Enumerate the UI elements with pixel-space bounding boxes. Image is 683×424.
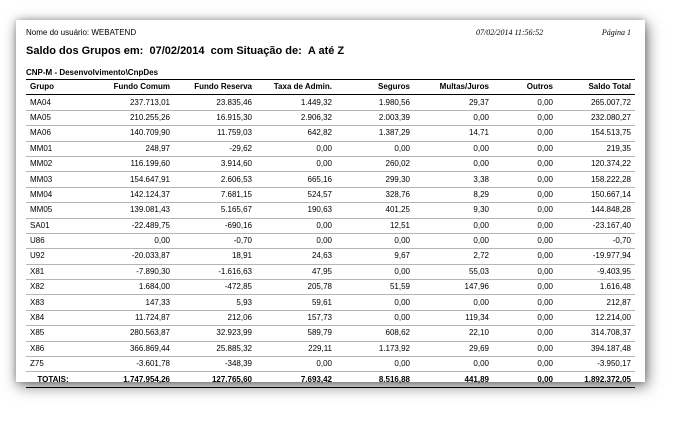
cell-multas-juros: 22,10 [414,326,493,341]
cell-saldo-total: 144.848,28 [557,203,635,218]
cell-outros: 0,00 [493,218,557,233]
table-row [26,233,635,248]
cell-grupo: X83 [26,295,80,310]
cell-saldo-total: 232.080,27 [557,110,635,125]
total-fundo-comum: 1.747.954,26 [80,372,174,387]
cell-grupo: U92 [26,249,80,264]
totals-label: TOTAIS: [26,372,80,387]
cell-fundo-reserva: 212,06 [174,310,256,325]
cell-taxa-admin: 642,82 [256,126,336,141]
cell-saldo-total: 1.616,48 [557,280,635,295]
cell-multas-juros: 55,03 [414,264,493,279]
table-header-row [26,80,635,95]
cell-grupo: U86 [26,233,80,248]
cell-multas-juros: 29,37 [414,95,493,110]
table-row [26,110,635,125]
cell-outros: 0,00 [493,95,557,110]
cell-outros: 0,00 [493,156,557,171]
cell-outros: 0,00 [493,203,557,218]
cell-saldo-total: 219,35 [557,141,635,156]
table-row [26,326,635,341]
total-saldo-total: 1.892.372,05 [557,372,635,387]
cell-fundo-comum: 210.255,26 [80,110,174,125]
cell-fundo-reserva: -348,39 [174,357,256,372]
cell-seguros: 1.173,92 [336,341,414,356]
page-number: Página 1 [601,28,631,37]
cell-saldo-total: 120.374,22 [557,156,635,171]
cell-taxa-admin: 589,79 [256,326,336,341]
cell-outros: 0,00 [493,341,557,356]
cell-saldo-total: -23.167,40 [557,218,635,233]
cell-fundo-comum: 139.081,43 [80,203,174,218]
cell-fundo-reserva: 18,91 [174,249,256,264]
cell-grupo: X81 [26,264,80,279]
table-row [26,357,635,372]
cell-multas-juros: 0,00 [414,141,493,156]
table-row [26,141,635,156]
cell-outros: 0,00 [493,295,557,310]
title-label: Saldo dos Grupos em: [26,45,144,57]
table-row [26,187,635,202]
cell-multas-juros: 8,29 [414,187,493,202]
table-row [26,172,635,187]
table-row [26,264,635,279]
table-row [26,95,635,110]
total-taxa-admin: 7.693,42 [256,372,336,387]
cell-seguros: 0,00 [336,264,414,279]
cell-seguros: 328,76 [336,187,414,202]
cell-multas-juros: 14,71 [414,126,493,141]
col-header-taxa-admin: Taxa de Admin. [256,80,336,95]
title-range: A até Z [307,45,345,57]
cell-multas-juros: 0,00 [414,295,493,310]
table-row [26,295,635,310]
cell-seguros: 0,00 [336,233,414,248]
cell-taxa-admin: 47,95 [256,264,336,279]
cell-seguros: 0,00 [336,357,414,372]
cell-seguros: 0,00 [336,141,414,156]
cell-saldo-total: -19.977,94 [557,249,635,264]
cell-seguros: 2.003,39 [336,110,414,125]
cell-outros: 0,00 [493,357,557,372]
cell-grupo: X85 [26,326,80,341]
cell-fundo-reserva: 23.835,46 [174,95,256,110]
cell-saldo-total: 314.708,37 [557,326,635,341]
table-row [26,280,635,295]
cell-fundo-comum: 237.713,01 [80,95,174,110]
user-name-line: Nome do usuário: WEBATEND [26,28,137,37]
cell-taxa-admin: 2.906,32 [256,110,336,125]
cell-grupo: MM04 [26,187,80,202]
cell-saldo-total: 12.214,00 [557,310,635,325]
cell-fundo-reserva: 32.923,99 [174,326,256,341]
cell-outros: 0,00 [493,310,557,325]
cell-taxa-admin: 190,63 [256,203,336,218]
cell-multas-juros: 0,00 [414,156,493,171]
cell-grupo: MA05 [26,110,80,125]
cell-fundo-reserva: -0,70 [174,233,256,248]
cell-fundo-comum: 11.724,87 [80,310,174,325]
col-header-outros: Outros [493,80,557,95]
cell-taxa-admin: 59,61 [256,295,336,310]
cell-taxa-admin: 0,00 [256,357,336,372]
col-header-grupo: Grupo [26,80,80,95]
title-date: 07/02/2014 [149,45,205,57]
cell-fundo-comum: 1.684,00 [80,280,174,295]
cell-seguros: 608,62 [336,326,414,341]
cell-outros: 0,00 [493,326,557,341]
cell-taxa-admin: 1.449,32 [256,95,336,110]
cell-multas-juros: 0,00 [414,110,493,125]
balance-table [26,79,635,388]
cell-saldo-total: 158.222,28 [557,172,635,187]
cell-fundo-reserva: 5.165,67 [174,203,256,218]
totals-row [26,372,635,387]
cell-taxa-admin: 665,16 [256,172,336,187]
cell-seguros: 51,59 [336,280,414,295]
cell-outros: 0,00 [493,110,557,125]
cell-multas-juros: 9,30 [414,203,493,218]
report-subtitle: CNP-M - Desenvolvimento\CnpDes [26,68,159,77]
cell-multas-juros: 29,69 [414,341,493,356]
cell-fundo-reserva: 25.885,32 [174,341,256,356]
cell-saldo-total: -3.950,17 [557,357,635,372]
cell-seguros: 260,02 [336,156,414,171]
cell-outros: 0,00 [493,172,557,187]
col-header-fundo-reserva: Fundo Reserva [174,80,256,95]
cell-taxa-admin: 0,00 [256,218,336,233]
table-row [26,126,635,141]
cell-grupo: MM01 [26,141,80,156]
cell-grupo: MM03 [26,172,80,187]
cell-fundo-reserva: 5,93 [174,295,256,310]
total-outros: 0,00 [493,372,557,387]
cell-fundo-reserva: 16.915,30 [174,110,256,125]
col-header-seguros: Seguros [336,80,414,95]
cell-fundo-comum: -20.033,87 [80,249,174,264]
cell-seguros: 401,25 [336,203,414,218]
cell-outros: 0,00 [493,187,557,202]
col-header-multas-juros: Multas/Juros [414,80,493,95]
report-title [26,45,344,57]
report-datetime: 07/02/2014 11:56:52 [476,28,544,37]
cell-fundo-comum: 147,33 [80,295,174,310]
cell-fundo-comum: 154.647,91 [80,172,174,187]
cell-grupo: MM02 [26,156,80,171]
cell-outros: 0,00 [493,264,557,279]
col-header-saldo-total: Saldo Total [557,80,635,95]
cell-fundo-reserva: 2.606,53 [174,172,256,187]
table-row [26,341,635,356]
cell-seguros: 299,30 [336,172,414,187]
cell-fundo-comum: 248,97 [80,141,174,156]
cell-fundo-comum: 116.199,60 [80,156,174,171]
cell-fundo-comum: 0,00 [80,233,174,248]
cell-grupo: X82 [26,280,80,295]
cell-grupo: MA06 [26,126,80,141]
cell-fundo-reserva: 3.914,60 [174,156,256,171]
cell-seguros: 0,00 [336,295,414,310]
cell-fundo-comum: -3.601,78 [80,357,174,372]
total-seguros: 8.516,88 [336,372,414,387]
cell-taxa-admin: 0,00 [256,156,336,171]
cell-fundo-comum: 280.563,87 [80,326,174,341]
table-row [26,156,635,171]
col-header-fundo-comum: Fundo Comum [80,80,174,95]
cell-saldo-total: 394.187,48 [557,341,635,356]
cell-taxa-admin: 0,00 [256,141,336,156]
cell-multas-juros: 119,34 [414,310,493,325]
cell-saldo-total: 265.007,72 [557,95,635,110]
cell-outros: 0,00 [493,233,557,248]
cell-fundo-reserva: -29,62 [174,141,256,156]
cell-outros: 0,00 [493,280,557,295]
cell-outros: 0,00 [493,126,557,141]
report-sheet [16,20,645,382]
cell-multas-juros: 0,00 [414,218,493,233]
cell-fundo-reserva: 7.681,15 [174,187,256,202]
cell-fundo-reserva: -472,85 [174,280,256,295]
cell-multas-juros: 147,96 [414,280,493,295]
cell-saldo-total: -0,70 [557,233,635,248]
cell-seguros: 1.980,56 [336,95,414,110]
cell-fundo-comum: -22.489,75 [80,218,174,233]
cell-seguros: 0,00 [336,310,414,325]
cell-saldo-total: -9.403,95 [557,264,635,279]
cell-multas-juros: 3,38 [414,172,493,187]
cell-taxa-admin: 157,73 [256,310,336,325]
cell-taxa-admin: 24,63 [256,249,336,264]
cell-grupo: MM05 [26,203,80,218]
cell-grupo: MA04 [26,95,80,110]
table-row [26,218,635,233]
cell-taxa-admin: 524,57 [256,187,336,202]
cell-outros: 0,00 [493,249,557,264]
cell-grupo: Z75 [26,357,80,372]
total-fundo-reserva: 127.765,60 [174,372,256,387]
cell-taxa-admin: 0,00 [256,233,336,248]
cell-seguros: 1.387,29 [336,126,414,141]
cell-seguros: 9,67 [336,249,414,264]
cell-fundo-comum: -7.890,30 [80,264,174,279]
cell-fundo-reserva: -1.616,63 [174,264,256,279]
cell-saldo-total: 150.667,14 [557,187,635,202]
table-row [26,203,635,218]
cell-grupo: X86 [26,341,80,356]
cell-outros: 0,00 [493,141,557,156]
cell-taxa-admin: 205,78 [256,280,336,295]
cell-fundo-reserva: -690,16 [174,218,256,233]
cell-fundo-comum: 140.709,90 [80,126,174,141]
cell-seguros: 12,51 [336,218,414,233]
cell-taxa-admin: 229,11 [256,341,336,356]
cell-fundo-reserva: 11.759,03 [174,126,256,141]
table-row [26,310,635,325]
cell-multas-juros: 2,72 [414,249,493,264]
total-multas-juros: 441,89 [414,372,493,387]
cell-multas-juros: 0,00 [414,357,493,372]
cell-saldo-total: 212,87 [557,295,635,310]
cell-fundo-comum: 142.124,37 [80,187,174,202]
cell-multas-juros: 0,00 [414,233,493,248]
cell-saldo-total: 154.513,75 [557,126,635,141]
cell-fundo-comum: 366.869,44 [80,341,174,356]
table-row [26,249,635,264]
title-situation-label: com Situação de: [210,45,302,57]
cell-grupo: SA01 [26,218,80,233]
cell-grupo: X84 [26,310,80,325]
table-body [26,95,635,387]
